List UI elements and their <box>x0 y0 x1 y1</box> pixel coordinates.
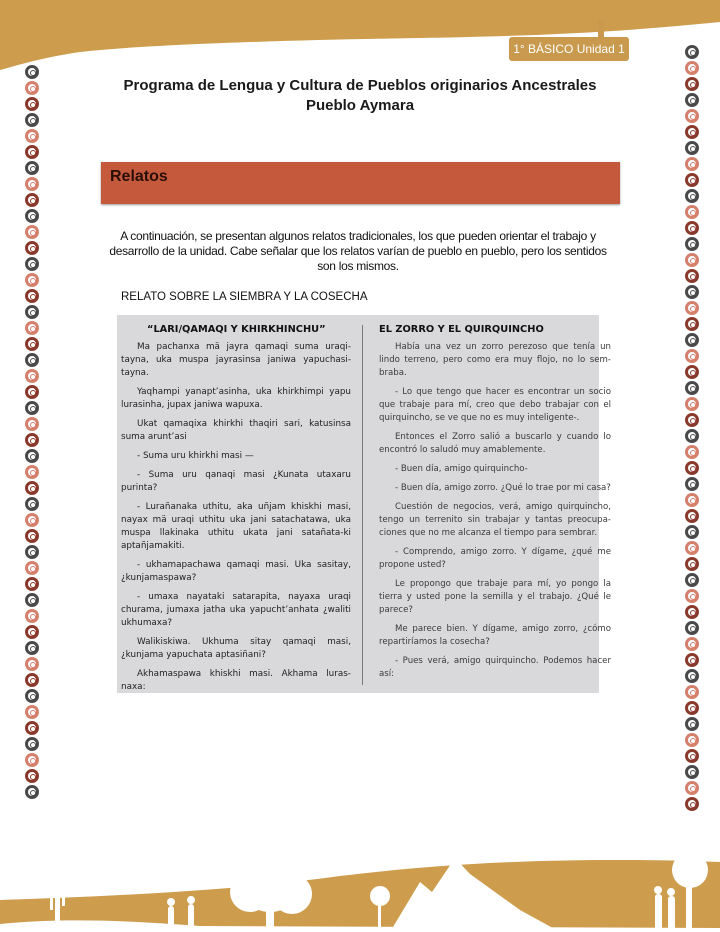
story-paragraph: Ukat qamaqixa khirkhi thaqiri sari, katusinsa suma arunt’asi <box>121 419 351 442</box>
pattern-medallion-icon <box>685 477 699 491</box>
pattern-medallion-icon <box>685 333 699 347</box>
pattern-medallion-icon <box>25 129 39 143</box>
pattern-medallion-icon <box>25 705 39 719</box>
pattern-medallion-icon <box>685 493 699 507</box>
pattern-medallion-icon <box>25 721 39 735</box>
pattern-medallion-icon <box>25 449 39 463</box>
story-paragraph: Me parece bien. Y dígame, amigo zorro, ¿cómo repartiríamos la cosecha? <box>379 624 611 647</box>
pattern-medallion-icon <box>25 497 39 511</box>
pattern-medallion-icon <box>685 125 699 139</box>
story-paragraph: - ukhamapachawa qamaqi masi. Uka sasitay, ¿kunjamaspawa? <box>121 560 351 583</box>
pattern-medallion-icon <box>25 673 39 687</box>
story-paragraph: - Lo que tengo que hacer es encontrar un socio que trabaje para mí, creo que debo trabajar con el quirquincho, se ve que no es muy inteligente-. <box>379 387 611 423</box>
story-aymara <box>121 323 351 700</box>
pattern-medallion-icon <box>685 413 699 427</box>
pattern-medallion-icon <box>25 225 39 239</box>
pattern-medallion-icon <box>25 465 39 479</box>
pattern-medallion-icon <box>25 401 39 415</box>
page-title <box>0 76 720 116</box>
pattern-medallion-icon <box>685 189 699 203</box>
pattern-medallion-icon <box>25 417 39 431</box>
story-panel <box>117 315 611 693</box>
pattern-medallion-icon <box>25 369 39 383</box>
pattern-medallion-icon <box>25 609 39 623</box>
pattern-medallion-icon <box>25 433 39 447</box>
pattern-medallion-icon <box>685 445 699 459</box>
story-paragraph: - Lurañanaka uthitu, aka uñjam khiskhi masi, nayax mä uraqi uthitu uka jani satachatawa, uka muspa llakinaka uthitu ukata jani satañata-ki aptañjamakiti. <box>121 502 351 551</box>
pattern-medallion-icon <box>25 769 39 783</box>
pattern-medallion-icon <box>685 557 699 571</box>
pattern-medallion-icon <box>685 509 699 523</box>
pattern-medallion-icon <box>25 785 39 799</box>
pattern-medallion-icon <box>25 481 39 495</box>
pattern-medallion-icon <box>685 429 699 443</box>
badge-connector <box>598 20 604 38</box>
pattern-medallion-icon <box>685 573 699 587</box>
pattern-medallion-icon <box>25 337 39 351</box>
pattern-medallion-icon <box>25 353 39 367</box>
pattern-medallion-icon <box>25 257 39 271</box>
pattern-medallion-icon <box>25 193 39 207</box>
pattern-medallion-icon <box>25 273 39 287</box>
pattern-medallion-icon <box>25 305 39 319</box>
pattern-medallion-icon <box>685 669 699 683</box>
section-title: Relatos <box>110 168 168 185</box>
pattern-medallion-icon <box>685 349 699 363</box>
story-spanish-title: EL ZORRO Y EL QUIRQUINCHO <box>379 324 544 335</box>
pattern-medallion-icon <box>25 545 39 559</box>
pattern-medallion-icon <box>685 605 699 619</box>
grade-unit-badge: 1° BÁSICO Unidad 1 <box>509 37 629 61</box>
section-heading-bar <box>101 162 620 204</box>
pattern-medallion-icon <box>685 749 699 763</box>
story-paragraph: Le propongo que trabaje para mí, yo pongo la tierra y usted pone la semilla y el trabajo. ¿Qué le parece? <box>379 579 611 615</box>
pattern-medallion-icon <box>685 621 699 635</box>
pattern-medallion-icon <box>25 689 39 703</box>
pattern-medallion-icon <box>685 541 699 555</box>
story-aymara-title: “LARI/QAMAQI Y KHIRKHINCHU” <box>147 324 326 335</box>
pattern-medallion-icon <box>685 237 699 251</box>
pattern-medallion-icon <box>685 525 699 539</box>
pattern-medallion-icon <box>25 385 39 399</box>
pattern-medallion-icon <box>25 593 39 607</box>
pattern-medallion-icon <box>685 141 699 155</box>
pattern-medallion-icon <box>25 657 39 671</box>
pattern-medallion-icon <box>25 513 39 527</box>
pattern-medallion-icon <box>25 241 39 255</box>
story-paragraph: Yaqhampi yanapt’asinha, uka khirkhimpi yapu lurasinha, jupax janiwa wapuxa. <box>121 387 351 410</box>
relato-label: RELATO SOBRE LA SIEMBRA Y LA COSECHA <box>121 291 368 303</box>
story-paragraph: - Buen día, amigo zorro. ¿Qué lo trae por mi casa? <box>395 483 611 493</box>
pattern-medallion-icon <box>685 685 699 699</box>
pattern-medallion-icon <box>685 765 699 779</box>
column-divider <box>362 325 363 685</box>
pattern-medallion-icon <box>25 625 39 639</box>
program-title: Programa de Lengua y Cultura de Pueblos originarios Ancestrales <box>123 77 597 94</box>
right-pattern-border <box>682 44 702 812</box>
pattern-medallion-icon <box>685 717 699 731</box>
pattern-medallion-icon <box>25 145 39 159</box>
pattern-medallion-icon <box>25 753 39 767</box>
story-paragraph: - Comprendo, amigo zorro. Y dígame, ¿qué me propone usted? <box>379 547 611 570</box>
pattern-medallion-icon <box>685 365 699 379</box>
story-paragraph: Walikiskiwa. Ukhuma sitay qamaqi masi, ¿kunjama yapuchata aptasiñani? <box>121 637 351 660</box>
story-paragraph: Entonces el Zorro salió a buscarlo y cuando lo encontró lo saludó muy amablemente. <box>379 432 611 455</box>
pattern-medallion-icon <box>25 737 39 751</box>
pattern-medallion-icon <box>685 397 699 411</box>
pattern-medallion-icon <box>25 641 39 655</box>
pattern-medallion-icon <box>685 317 699 331</box>
left-pattern-border <box>22 64 42 800</box>
pattern-medallion-icon <box>685 701 699 715</box>
pattern-medallion-icon <box>25 577 39 591</box>
pattern-medallion-icon <box>685 733 699 747</box>
pattern-medallion-icon <box>25 321 39 335</box>
story-paragraph: - Suma uru qanaqi masi ¿Kunata utaxaru purinta? <box>121 470 351 493</box>
story-paragraph: Había una vez un zorro perezoso que tenía un lindo terreno, pero como era muy flojo, no lo sem-braba. <box>379 342 611 378</box>
pattern-medallion-icon <box>25 561 39 575</box>
pattern-medallion-icon <box>685 253 699 267</box>
story-paragraph: Cuestión de negocios, verá, amigo quirquincho, tengo un terrenito sin trabajar y tantas preocupa-ciones que no me alcanza el tiempo para sembrar. <box>379 502 611 538</box>
pattern-medallion-icon <box>685 221 699 235</box>
story-paragraph: Akhamaspawa khiskhi masi. Akhama luras-naxa: <box>121 669 351 692</box>
pattern-medallion-icon <box>25 529 39 543</box>
pattern-medallion-icon <box>25 177 39 191</box>
pattern-medallion-icon <box>685 269 699 283</box>
pattern-medallion-icon <box>685 301 699 315</box>
story-spanish <box>379 323 611 687</box>
people-title: Pueblo Aymara <box>305 97 415 114</box>
story-paragraph: - Pues verá, amigo quirquincho. Podemos hacer así: <box>379 656 611 679</box>
pattern-medallion-icon <box>685 285 699 299</box>
pattern-medallion-icon <box>25 209 39 223</box>
story-paragraph: - Suma uru khirkhi masi — <box>137 451 254 461</box>
intro-paragraph: A continuación, se presentan algunos relatos tradicionales, los que pueden orientar el trabajo y desarrollo de la unidad. Cabe señalar que los relatos varían de pueblo en pueblo, pero los sentidos son los mismos. <box>109 229 607 273</box>
pattern-medallion-icon <box>685 173 699 187</box>
pattern-medallion-icon <box>685 461 699 475</box>
pattern-medallion-icon <box>685 781 699 795</box>
pattern-medallion-icon <box>685 797 699 811</box>
story-paragraph: Ma pachanxa mä jayra qamaqi suma uraqi-tayna, uka muspa jayrasinsa janiwa yapuchasi-tayna. <box>121 342 351 378</box>
pattern-medallion-icon <box>685 589 699 603</box>
pattern-medallion-icon <box>685 205 699 219</box>
pattern-medallion-icon <box>685 61 699 75</box>
pattern-medallion-icon <box>685 157 699 171</box>
landscape-footer-illustration <box>0 820 720 932</box>
pattern-medallion-icon <box>685 653 699 667</box>
pattern-medallion-icon <box>685 637 699 651</box>
pattern-medallion-icon <box>685 381 699 395</box>
story-paragraph: - Buen día, amigo quirquincho- <box>395 464 528 474</box>
story-paragraph: - umaxa nayataki satarapita, nayaxa uraqi churama, jumaxa jatha uka yapucht’anhata ¿waliti ukhumaxa? <box>121 592 351 628</box>
pattern-medallion-icon <box>25 161 39 175</box>
pattern-medallion-icon <box>685 45 699 59</box>
pattern-medallion-icon <box>25 289 39 303</box>
